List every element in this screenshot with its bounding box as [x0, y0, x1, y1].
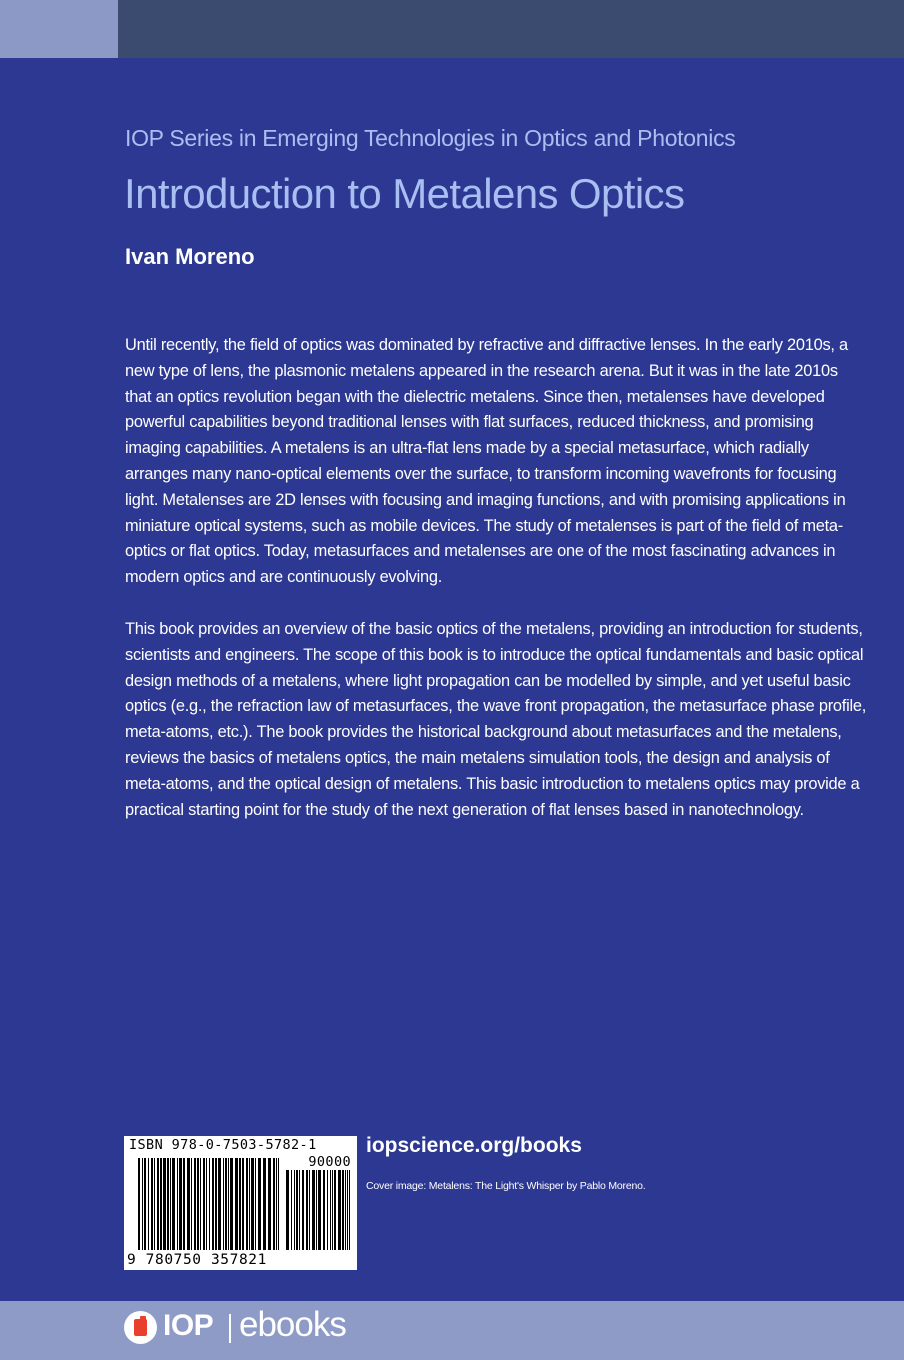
barcode-bar — [142, 1158, 143, 1250]
barcode-bar — [330, 1170, 331, 1250]
barcode-bar — [318, 1170, 321, 1250]
barcode-bar — [203, 1158, 205, 1250]
barcode-bar — [167, 1158, 169, 1250]
barcode-bar — [151, 1158, 153, 1250]
barcode-bar — [306, 1170, 308, 1250]
barcode-bar — [157, 1158, 159, 1250]
barcode-bar — [268, 1158, 271, 1250]
book-title: Introduction to Metalens Optics — [124, 170, 685, 217]
barcode-bar — [334, 1170, 336, 1250]
barcode-bar — [138, 1158, 140, 1250]
barcode-bar — [197, 1158, 199, 1250]
barcode-bar — [239, 1158, 241, 1250]
barcode-bar — [347, 1170, 348, 1250]
blurb-paragraph-1: Until recently, the field of optics was dominated by refractive and diffractive lenses. In the early 2010s, a new type of lens, the plasmonic metalens appeared in the research arena. But it was in the late 2010s that an optics revolution began with the dielectric metalens. Since then, metalenses have developed powerful capabilities beyond traditional lenses with flat surfaces, reduced thickness, and promising imaging capabilities. A metalens is an ultra-flat lens made by a special metasurface, which radially arranges many nano-optical elements over the surface, to transform incoming wavefronts for focusing light. Metalenses are 2D lenses with focusing and imaging functions, and with promising applications in miniature optical systems, such as mobile devices. The study of metalenses is part of the field of meta-optics or flat optics. Today, metasurfaces and metalenses are one of the most fascinating advances in modern optics and are continuously evolving. — [125, 336, 848, 587]
barcode-bar — [327, 1170, 328, 1250]
top-decorative-strip — [0, 0, 904, 58]
barcode-bar — [255, 1158, 256, 1250]
barcode-bar — [323, 1170, 325, 1250]
barcode-bar — [273, 1158, 275, 1250]
logo-divider — [229, 1314, 231, 1343]
barcode-bar — [218, 1158, 221, 1250]
barcode-bar — [225, 1158, 227, 1250]
barcode-bar — [172, 1158, 175, 1250]
barcode-bar — [223, 1158, 224, 1250]
cover-image-credit: Cover image: Metalens: The Light's Whisper by Pablo Moreno. — [366, 1180, 646, 1192]
barcode-bar — [338, 1170, 341, 1250]
barcode-bar — [251, 1158, 254, 1250]
barcode-bar — [179, 1158, 182, 1250]
ebooks-logo-text: ebooks — [239, 1305, 346, 1344]
barcode-bar — [183, 1158, 185, 1250]
barcode-number: 9 780750 357821 — [127, 1252, 267, 1268]
isbn-barcode — [124, 1136, 357, 1270]
barcode-bar — [160, 1158, 162, 1250]
iop-logo-mark-top — [140, 1316, 146, 1322]
barcode-bar — [263, 1158, 266, 1250]
barcode-bar — [309, 1170, 310, 1250]
barcode-bar — [194, 1158, 196, 1250]
barcode-bar — [291, 1170, 292, 1250]
barcode-bar — [209, 1158, 210, 1250]
barcode-bar — [148, 1158, 149, 1250]
series-title: IOP Series in Emerging Technologies in Optics and Photonics — [125, 125, 736, 151]
website-link[interactable]: iopscience.org/books — [366, 1134, 582, 1157]
barcode-bar — [299, 1170, 300, 1250]
barcode-bar — [187, 1158, 190, 1250]
barcode-bar — [228, 1158, 229, 1250]
barcode-bar — [144, 1158, 146, 1250]
barcode-bar — [345, 1170, 346, 1250]
barcode-bar — [163, 1158, 166, 1250]
barcode-bar — [258, 1158, 261, 1250]
barcode-addon-number: 90000 — [308, 1154, 351, 1170]
barcode-bar — [212, 1158, 214, 1250]
barcode-bar — [342, 1170, 344, 1250]
iop-logo-icon — [124, 1311, 157, 1344]
barcode-bar — [242, 1158, 244, 1250]
barcode-bar — [215, 1158, 217, 1250]
barcode-bar — [302, 1170, 304, 1250]
barcode-bar — [154, 1158, 155, 1250]
barcode-bar — [177, 1158, 178, 1250]
iop-logo-text: IOP — [163, 1309, 214, 1342]
barcode-bar — [286, 1170, 289, 1250]
barcode-bar — [230, 1158, 233, 1250]
book-author: Ivan Moreno — [125, 244, 255, 269]
barcode-bar — [249, 1158, 250, 1250]
barcode-bar — [296, 1170, 298, 1250]
barcode-bar — [312, 1170, 315, 1250]
top-strip-light-block — [0, 0, 118, 58]
barcode-bar — [316, 1170, 317, 1250]
barcode-bar — [276, 1158, 277, 1250]
barcode-bar — [332, 1170, 333, 1250]
barcode-bar — [294, 1170, 295, 1250]
barcode-bar — [206, 1158, 207, 1250]
barcode-bar — [246, 1158, 248, 1250]
isbn-label: ISBN 978-0-7503-5782-1 — [129, 1137, 317, 1153]
barcode-bar — [200, 1158, 201, 1250]
barcode-bar — [349, 1170, 350, 1250]
barcode-bar — [191, 1158, 192, 1250]
barcode-bar — [278, 1158, 279, 1250]
barcode-bar — [170, 1158, 171, 1250]
blurb-paragraph-2: This book provides an overview of the basic optics of the metalens, providing an introduction for students, scientists and engineers. The scope of this book is to introduce the optical fundamentals and basic optical design methods of a metalens, where light propagation can be modelled by simple, and yet useful basic optics (e.g., the refraction law of metasurfaces, the wave front propagation, the metasurface phase profile, meta-atoms, etc.). The book provides the historical background about metasurfaces and the metalens, reviews the basics of metalens optics, the main metalens simulation tools, the design and analysis of meta-atoms, and the optical design of metalens. This basic introduction to metalens optics may provide a practical starting point for the study of the next generation of flat lenses based in nanotechnology. — [125, 620, 867, 819]
barcode-bar — [235, 1158, 238, 1250]
